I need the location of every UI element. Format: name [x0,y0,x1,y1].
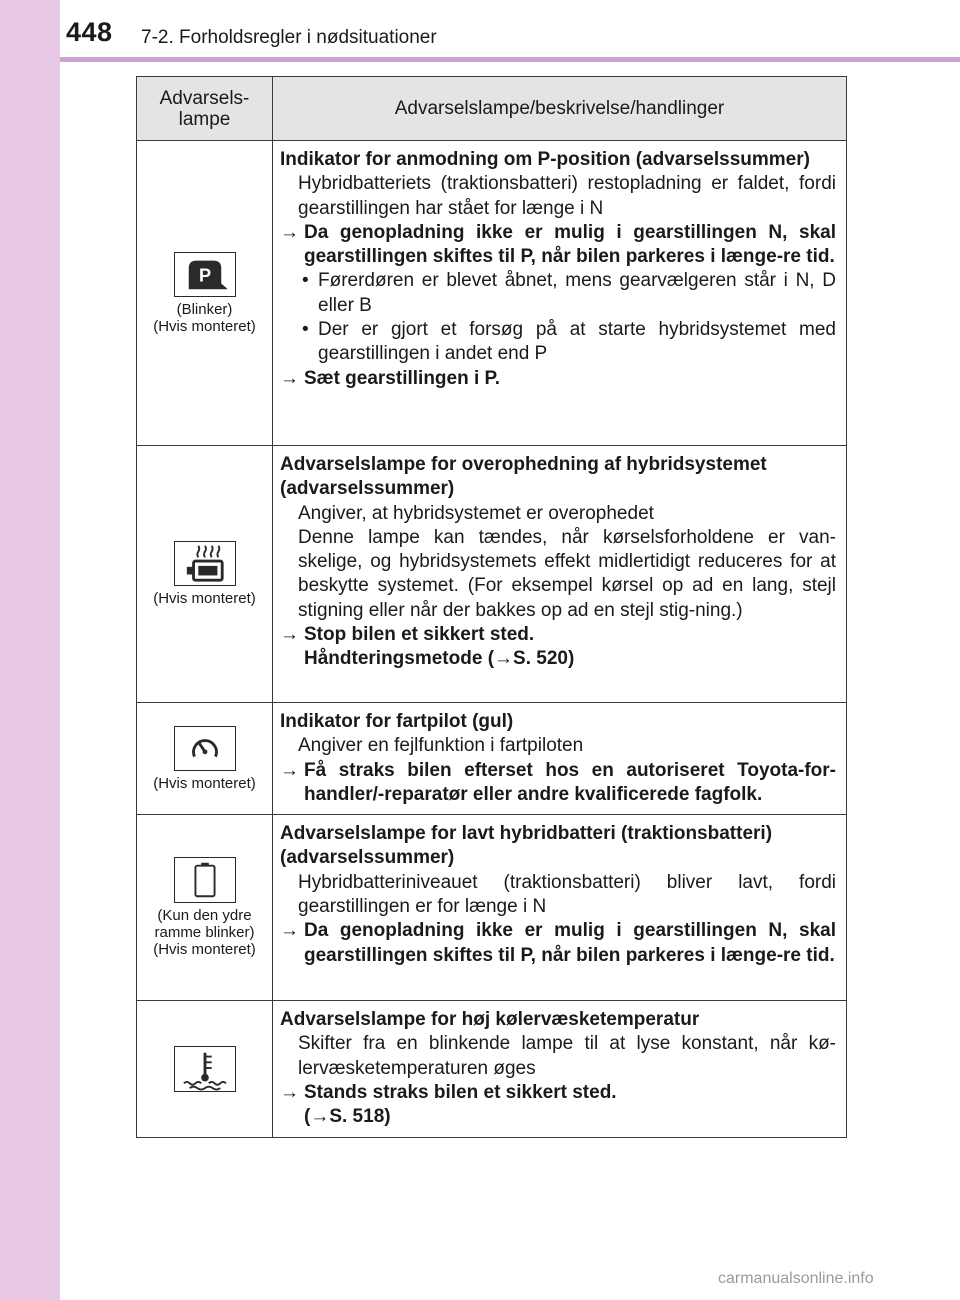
arrow-icon: → [310,1106,330,1128]
hybrid-overheat-icon [174,541,236,586]
lamp-title: Indikator for anmodning om P-position (advarselssummer) [280,149,810,170]
table-header-row [137,77,847,141]
section-title: 7-2. Forholdsregler i nødsituationer [141,27,437,48]
caption-line: (Hvis monteret) [153,774,256,792]
description-text: Angiver en fejlfunktion i fartpiloten [298,735,584,757]
reference-label: Håndteringsmetode ( [304,648,495,670]
lamp-cell [137,815,273,1001]
table-row [137,141,847,446]
header-rule [60,57,960,62]
warning-lamp-table [136,76,847,1138]
description-cell [273,141,847,446]
caption-line: ramme blinker) [154,924,255,942]
coolant-temperature-icon [174,1046,236,1092]
lamp-caption [137,775,272,792]
table-row [137,815,847,1001]
description-text: Skifter fra en blinkende lampe til at lyse konstant, når kø-lervæsketemperaturen øges [298,1033,836,1079]
lamp-cell [137,703,273,815]
description-cell [273,815,847,1001]
description-text: Hybridbatteriniveauet (traktionsbatteri) bliver lavt, fordi gearstillingen er for længe i N [298,871,836,918]
description-cell [273,1001,847,1137]
reference-page[interactable]: S. 518) [329,1106,391,1128]
caption-line: (Blinker) [176,300,233,318]
lamp-cell [137,446,273,703]
svg-text:P: P [198,265,211,286]
table-row [137,1001,847,1137]
page-number: 448 [66,17,113,47]
description-text: Angiver, at hybridsystemet er overophedet [298,502,654,524]
cruise-control-icon [174,726,236,771]
action-text: → Da genopladning ikke er mulig i gearstillingen N, skal gearstillingen skiftes til P, når bilen parkeres i længe-re tid. [280,221,836,270]
action-text: → Da genopladning ikke er mulig i gearstillingen N, skal gearstillingen skiftes til P, når bilen parkeres i længe-re tid. [280,919,836,968]
page-reference [280,647,836,671]
lamp-cell [137,1001,273,1137]
reference-label: ( [304,1106,311,1128]
page-reference [280,1105,836,1129]
lamp-cell [137,141,273,446]
site-watermark: carmanualsonline.info [718,1270,874,1287]
caption-line: (Hvis monteret) [153,941,256,959]
description-cell [273,703,847,815]
action-text: → Sæt gearstillingen i P. [280,367,836,391]
reference-page[interactable]: S. 520) [513,648,575,670]
caption-line: (Kun den ydre [157,907,252,925]
caption-line: (Hvis monteret) [153,590,256,607]
action-text: → Stop bilen et sikkert sted. [280,623,836,647]
low-hybrid-battery-icon [174,857,236,903]
bullet-text: • Der er gjort et forsøg på at starte hybridsystemet med gearstillingen i andet end P [280,318,836,367]
arrow-icon: → [494,648,514,670]
action-text: → Stands straks bilen et sikkert sted. [280,1081,836,1105]
table-row [137,703,847,815]
lamp-caption [137,907,272,958]
description-text: Hybridbatteriets (traktionsbatteri) restopladning er faldet, fordi gearstillingen har stået for længe i N [298,173,836,219]
lamp-title: Indikator for fartpilot (gul) [280,711,514,732]
table-row [137,446,847,703]
description-cell [273,446,847,703]
action-text: → Få straks bilen efterset hos en autoriseret Toyota-for-handler/-reparatør eller andre kvalificerede fagfolk. [280,759,836,808]
side-tab-bar [0,0,60,1300]
column-header-description: Advarselslampe/beskrivelse/handlinger [273,77,847,141]
lamp-caption [137,590,272,607]
description-text: Denne lampe kan tændes, når kørselsforholdene er van-skelige, og hybridsystemets effekt midlertidigt reduceres for at beskytte systemet. (For eksempel kørsel op ad en lang, stejl stigning eller når der bakkes op ad en stejl stig-ning.) [298,526,836,621]
lamp-caption [137,301,272,335]
bullet-text: • Førerdøren er blevet åbnet, mens gearvælgeren står i N, D eller B [280,269,836,318]
lamp-title: Advarselslampe for høj kølervæsketemperatur [280,1009,700,1031]
lamp-title: Advarselslampe for lavt hybridbatteri (traktionsbatteri) (advarselssummer) [280,823,773,869]
caption-line: (Hvis monteret) [153,317,256,335]
lamp-title: Advarselslampe for overophedning af hybridsystemet (advarselssummer) [280,454,767,500]
column-header-lamp: Advarsels-lampe [137,77,273,141]
p-position-request-icon [174,252,236,297]
